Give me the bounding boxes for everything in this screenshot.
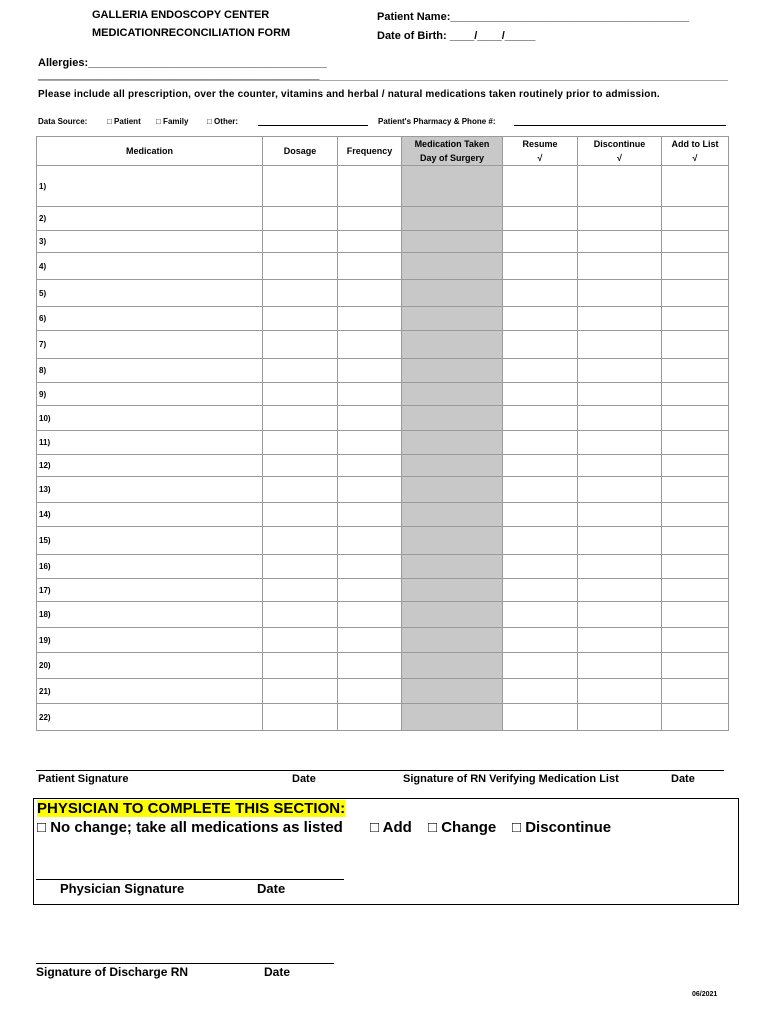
frequency-cell[interactable]	[338, 166, 402, 207]
resume-cell[interactable]	[503, 280, 578, 307]
dosage-cell[interactable]	[263, 207, 338, 231]
table-row	[37, 280, 729, 307]
resume-cell[interactable]	[503, 704, 578, 731]
col-discontinue-label: Discontinue	[593, 139, 646, 149]
taken-cell[interactable]	[402, 280, 503, 307]
table-header-row	[37, 137, 729, 166]
discontinue-cell[interactable]	[578, 359, 662, 383]
add-to-list-cell[interactable]	[662, 653, 729, 679]
table-row	[37, 455, 729, 477]
col-taken-line1: Medication Taken	[414, 139, 490, 149]
add-to-list-cell[interactable]	[662, 679, 729, 704]
table-row	[37, 579, 729, 602]
add-to-list-cell[interactable]	[662, 166, 729, 207]
signature-line[interactable]	[36, 770, 724, 771]
discontinue-cell[interactable]	[578, 477, 662, 503]
frequency-cell[interactable]	[338, 503, 402, 527]
discontinue-checkbox[interactable]: □ Discontinue	[512, 819, 612, 836]
col-taken-day-of-surgery	[402, 137, 503, 166]
discontinue-cell[interactable]	[578, 431, 662, 455]
add-to-list-cell[interactable]	[662, 280, 729, 307]
frequency-cell[interactable]	[338, 231, 402, 253]
dosage-cell[interactable]	[263, 477, 338, 503]
resume-cell[interactable]	[503, 166, 578, 207]
dosage-cell[interactable]	[263, 602, 338, 628]
check-mark: √	[537, 153, 543, 163]
table-row	[37, 503, 729, 527]
allergies-line-2[interactable]: ______________________________________________	[38, 69, 320, 81]
data-source-label: Data Source:	[38, 117, 88, 126]
taken-cell[interactable]	[402, 527, 503, 555]
col-dosage: Dosage	[263, 137, 338, 166]
form-name: MEDICATIONRECONCILIATION FORM	[92, 27, 291, 39]
resume-cell[interactable]	[503, 477, 578, 503]
frequency-cell[interactable]	[338, 359, 402, 383]
medication-cell[interactable]: 7)	[37, 331, 263, 359]
discontinue-cell[interactable]	[578, 231, 662, 253]
discontinue-cell[interactable]	[578, 602, 662, 628]
resume-cell[interactable]	[503, 383, 578, 406]
table-row	[37, 331, 729, 359]
dosage-cell[interactable]	[263, 359, 338, 383]
discontinue-cell[interactable]	[578, 383, 662, 406]
dosage-cell[interactable]	[263, 653, 338, 679]
resume-cell[interactable]	[503, 579, 578, 602]
medication-cell[interactable]: 12)	[37, 455, 263, 477]
taken-cell[interactable]	[402, 166, 503, 207]
dosage-cell[interactable]	[263, 406, 338, 431]
discontinue-cell[interactable]	[578, 679, 662, 704]
col-discontinue	[578, 137, 662, 166]
discontinue-cell[interactable]	[578, 307, 662, 331]
col-taken-line2: Day of Surgery	[419, 153, 485, 163]
medication-cell[interactable]: 17)	[37, 579, 263, 602]
dosage-cell[interactable]	[263, 307, 338, 331]
add-to-list-cell[interactable]	[662, 628, 729, 653]
taken-cell[interactable]	[402, 653, 503, 679]
table-row	[37, 653, 729, 679]
table-row	[37, 207, 729, 231]
dosage-cell[interactable]	[263, 331, 338, 359]
table-row	[37, 602, 729, 628]
dosage-cell[interactable]	[263, 280, 338, 307]
medication-cell[interactable]: 5)	[37, 280, 263, 307]
frequency-cell[interactable]	[338, 280, 402, 307]
add-to-list-cell[interactable]	[662, 477, 729, 503]
resume-cell[interactable]	[503, 455, 578, 477]
table-row	[37, 431, 729, 455]
add-to-list-cell[interactable]	[662, 359, 729, 383]
table-row	[37, 704, 729, 731]
resume-cell[interactable]	[503, 253, 578, 280]
resume-cell[interactable]	[503, 431, 578, 455]
frequency-cell[interactable]	[338, 555, 402, 579]
add-to-list-cell[interactable]	[662, 579, 729, 602]
instructions-text: Please include all prescription, over the counter, vitamins and herbal / natural medications taken routinely prior to admission.	[38, 89, 660, 100]
resume-cell[interactable]	[503, 602, 578, 628]
taken-cell[interactable]	[402, 231, 503, 253]
section-divider	[38, 80, 728, 81]
dosage-cell[interactable]	[263, 555, 338, 579]
table-row	[37, 383, 729, 406]
discontinue-cell[interactable]	[578, 503, 662, 527]
frequency-cell[interactable]	[338, 431, 402, 455]
dosage-cell[interactable]	[263, 383, 338, 406]
table-row	[37, 231, 729, 253]
medication-cell[interactable]: 13)	[37, 477, 263, 503]
add-to-list-cell[interactable]	[662, 527, 729, 555]
resume-cell[interactable]	[503, 628, 578, 653]
resume-cell[interactable]	[503, 679, 578, 704]
taken-cell[interactable]	[402, 579, 503, 602]
medication-cell[interactable]: 10)	[37, 406, 263, 431]
medication-cell[interactable]: 8)	[37, 359, 263, 383]
medication-cell[interactable]: 2)	[37, 207, 263, 231]
allergies-field[interactable]: Allergies:_______________________________________	[38, 57, 327, 69]
medication-table	[36, 136, 729, 731]
add-to-list-cell[interactable]	[662, 555, 729, 579]
taken-cell[interactable]	[402, 704, 503, 731]
taken-cell[interactable]	[402, 431, 503, 455]
resume-cell[interactable]	[503, 527, 578, 555]
dosage-cell[interactable]	[263, 704, 338, 731]
table-row	[37, 628, 729, 653]
add-to-list-cell[interactable]	[662, 331, 729, 359]
medication-cell[interactable]: 11)	[37, 431, 263, 455]
taken-cell[interactable]	[402, 679, 503, 704]
dosage-cell[interactable]	[263, 231, 338, 253]
col-resume	[503, 137, 578, 166]
medication-cell[interactable]: 1)	[37, 166, 263, 207]
frequency-cell[interactable]	[338, 207, 402, 231]
frequency-cell[interactable]	[338, 383, 402, 406]
medication-cell[interactable]: 18)	[37, 602, 263, 628]
taken-cell[interactable]	[402, 628, 503, 653]
add-to-list-cell[interactable]	[662, 231, 729, 253]
resume-cell[interactable]	[503, 503, 578, 527]
discharge-date-label: Date	[264, 965, 291, 979]
data-source-family-checkbox[interactable]: □ Family	[156, 117, 189, 126]
resume-cell[interactable]	[503, 207, 578, 231]
discontinue-cell[interactable]	[578, 406, 662, 431]
taken-cell[interactable]	[402, 503, 503, 527]
dosage-cell[interactable]	[263, 166, 338, 207]
frequency-cell[interactable]	[338, 579, 402, 602]
dosage-cell[interactable]	[263, 253, 338, 280]
discontinue-cell[interactable]	[578, 455, 662, 477]
check-mark: √	[692, 153, 698, 163]
pharmacy-line[interactable]	[514, 125, 726, 126]
rn-signature-label: Signature of RN Verifying Medication List	[403, 773, 619, 785]
patient-signature-label: Patient Signature	[38, 773, 129, 785]
dosage-cell[interactable]	[263, 455, 338, 477]
taken-cell[interactable]	[402, 207, 503, 231]
medication-cell[interactable]: 21)	[37, 679, 263, 704]
table-row	[37, 527, 729, 555]
frequency-cell[interactable]	[338, 653, 402, 679]
table-row	[37, 166, 729, 207]
dosage-cell[interactable]	[263, 579, 338, 602]
table-row	[37, 555, 729, 579]
taken-cell[interactable]	[402, 555, 503, 579]
col-add-to-list	[662, 137, 729, 166]
discontinue-cell[interactable]	[578, 253, 662, 280]
medication-cell[interactable]: 9)	[37, 383, 263, 406]
discontinue-cell[interactable]	[578, 579, 662, 602]
taken-cell[interactable]	[402, 406, 503, 431]
medication-cell[interactable]: 4)	[37, 253, 263, 280]
discharge-rn-signature-label: Signature of Discharge RN	[36, 965, 189, 979]
taken-cell[interactable]	[402, 331, 503, 359]
frequency-cell[interactable]	[338, 602, 402, 628]
table-row	[37, 477, 729, 503]
add-to-list-cell[interactable]	[662, 431, 729, 455]
frequency-cell[interactable]	[338, 307, 402, 331]
table-row	[37, 359, 729, 383]
patient-date-label: Date	[292, 773, 316, 785]
dosage-cell[interactable]	[263, 431, 338, 455]
taken-cell[interactable]	[402, 307, 503, 331]
medication-cell[interactable]: 6)	[37, 307, 263, 331]
resume-cell[interactable]	[503, 555, 578, 579]
revision-date: 06/2021	[692, 991, 718, 998]
add-checkbox[interactable]: □ Add	[370, 819, 412, 836]
medication-cell[interactable]: 20)	[37, 653, 263, 679]
frequency-cell[interactable]	[338, 331, 402, 359]
resume-cell[interactable]	[503, 359, 578, 383]
medication-cell[interactable]: 22)	[37, 704, 263, 731]
patient-name-field[interactable]: Patient Name:_______________________________________	[377, 11, 689, 23]
taken-cell[interactable]	[402, 359, 503, 383]
discontinue-cell[interactable]	[578, 628, 662, 653]
discontinue-cell[interactable]	[578, 555, 662, 579]
data-source-other-checkbox[interactable]: □ Other:	[207, 117, 239, 126]
frequency-cell[interactable]	[338, 527, 402, 555]
add-to-list-cell[interactable]	[662, 307, 729, 331]
resume-cell[interactable]	[503, 231, 578, 253]
col-medication: Medication	[37, 137, 263, 166]
resume-cell[interactable]	[503, 307, 578, 331]
taken-cell[interactable]	[402, 602, 503, 628]
physician-date-label: Date	[257, 881, 286, 896]
dosage-cell[interactable]	[263, 503, 338, 527]
resume-cell[interactable]	[503, 331, 578, 359]
frequency-cell[interactable]	[338, 406, 402, 431]
pharmacy-label: Patient's Pharmacy & Phone #:	[378, 117, 496, 126]
discontinue-cell[interactable]	[578, 527, 662, 555]
add-to-list-cell[interactable]	[662, 383, 729, 406]
col-add-to-list-label: Add to List	[671, 139, 719, 149]
taken-cell[interactable]	[402, 383, 503, 406]
add-to-list-cell[interactable]	[662, 207, 729, 231]
medication-cell[interactable]: 16)	[37, 555, 263, 579]
medication-cell[interactable]: 19)	[37, 628, 263, 653]
discontinue-cell[interactable]	[578, 207, 662, 231]
dosage-cell[interactable]	[263, 527, 338, 555]
frequency-cell[interactable]	[338, 628, 402, 653]
date-of-birth-field[interactable]: Date of Birth: ____/____/_____	[377, 30, 536, 42]
add-to-list-cell[interactable]	[662, 602, 729, 628]
table-row	[37, 679, 729, 704]
add-to-list-cell[interactable]	[662, 406, 729, 431]
table-row	[37, 406, 729, 431]
table-row	[37, 307, 729, 331]
table-row	[37, 253, 729, 280]
change-checkbox[interactable]: □ Change	[428, 819, 497, 836]
other-source-line[interactable]	[258, 125, 368, 126]
discontinue-cell[interactable]	[578, 704, 662, 731]
physician-signature-line[interactable]	[36, 879, 344, 880]
discharge-signature-line[interactable]	[36, 963, 334, 964]
discontinue-cell[interactable]	[578, 331, 662, 359]
taken-cell[interactable]	[402, 477, 503, 503]
add-to-list-cell[interactable]	[662, 455, 729, 477]
medication-cell[interactable]: 3)	[37, 231, 263, 253]
check-mark: √	[617, 153, 622, 163]
center-name: GALLERIA ENDOSCOPY CENTER	[92, 9, 270, 21]
taken-cell[interactable]	[402, 455, 503, 477]
col-resume-label: Resume	[522, 139, 558, 149]
rn-date-label: Date	[671, 773, 695, 785]
add-to-list-cell[interactable]	[662, 253, 729, 280]
frequency-cell[interactable]	[338, 679, 402, 704]
physician-signature-label: Physician Signature	[60, 881, 185, 896]
frequency-cell[interactable]	[338, 704, 402, 731]
discontinue-cell[interactable]	[578, 166, 662, 207]
col-frequency: Frequency	[338, 137, 402, 166]
discontinue-cell[interactable]	[578, 653, 662, 679]
physician-section-title: PHYSICIAN TO COMPLETE THIS SECTION:	[37, 800, 346, 817]
frequency-cell[interactable]	[338, 253, 402, 280]
data-source-patient-checkbox[interactable]: □ Patient	[107, 117, 141, 126]
discontinue-cell[interactable]	[578, 280, 662, 307]
medication-cell[interactable]: 14)	[37, 503, 263, 527]
resume-cell[interactable]	[503, 406, 578, 431]
no-change-checkbox[interactable]: □ No change; take all medications as listed	[37, 819, 343, 836]
dosage-cell[interactable]	[263, 628, 338, 653]
medication-cell[interactable]: 15)	[37, 527, 263, 555]
add-to-list-cell[interactable]	[662, 704, 729, 731]
taken-cell[interactable]	[402, 253, 503, 280]
resume-cell[interactable]	[503, 653, 578, 679]
dosage-cell[interactable]	[263, 679, 338, 704]
add-to-list-cell[interactable]	[662, 503, 729, 527]
frequency-cell[interactable]	[338, 477, 402, 503]
frequency-cell[interactable]	[338, 455, 402, 477]
